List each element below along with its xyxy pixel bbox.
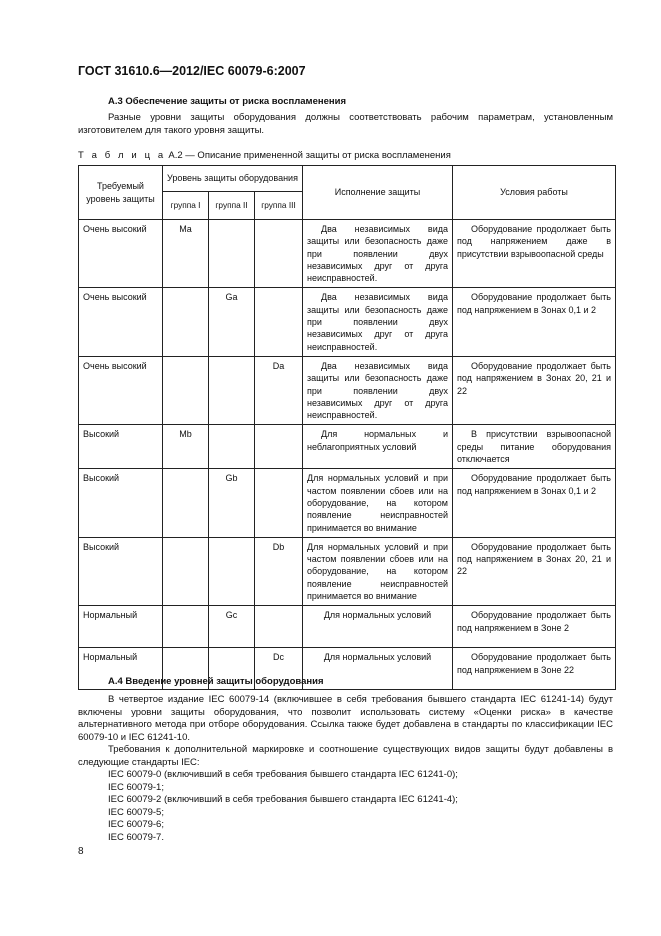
section-a3-paragraph: Разные уровни защиты оборудования должны соответствовать рабочим параметрам, установленным изготовителем для такого уровня защиты. xyxy=(78,112,613,136)
cell-group-3 xyxy=(255,606,303,648)
list-item: IEC 60079-5; xyxy=(108,806,164,818)
header-group-1: группа I xyxy=(163,192,209,220)
cell-level: Очень высокий xyxy=(79,288,163,356)
section-a4-title: А.4 Введение уровней защиты оборудования xyxy=(108,676,324,687)
cell-group-1: Mb xyxy=(163,425,209,469)
cell-group-1 xyxy=(163,288,209,356)
cell-group-2: Ga xyxy=(209,288,255,356)
cell-execution: Два независимых вида защиты или безопасность даже при появлении двух независимых друг от друга неисправностей. xyxy=(303,356,453,424)
cell-group-3: Dc xyxy=(255,648,303,690)
cell-group-1 xyxy=(163,356,209,424)
list-item: IEC 60079-1; xyxy=(108,781,164,793)
cell-level: Нормальный xyxy=(79,606,163,648)
cell-level: Очень высокий xyxy=(79,220,163,288)
cell-conditions: Оборудование продолжает быть под напряжением в Зонах 0,1 и 2 xyxy=(453,288,616,356)
cell-group-3: Db xyxy=(255,537,303,605)
cell-level: Высокий xyxy=(79,469,163,537)
table-row xyxy=(79,425,616,469)
list-item: IEC 60079-7. xyxy=(108,831,164,843)
cell-group-2 xyxy=(209,220,255,288)
section-a3-title: А.3 Обеспечение защиты от риска воспламенения xyxy=(108,96,346,107)
cell-group-2 xyxy=(209,537,255,605)
cell-level: Очень высокий xyxy=(79,356,163,424)
header-execution: Исполнение защиты xyxy=(303,166,453,220)
cell-group-1 xyxy=(163,469,209,537)
table-body xyxy=(79,220,616,690)
header-group-3: группа III xyxy=(255,192,303,220)
cell-group-1 xyxy=(163,606,209,648)
section-a4-paragraph-2: Требования к дополнительной маркировке и соотношение существующих видов защиты будут добавлены в следующие стандарты IEC: xyxy=(78,744,613,768)
cell-conditions: Оборудование продолжает быть под напряжением в Зонах 20, 21 и 22 xyxy=(453,356,616,424)
cell-conditions: Оборудование продолжает быть под напряжением даже в присутствии взрывоопасной среды xyxy=(453,220,616,288)
table-row xyxy=(79,356,616,424)
cell-group-3 xyxy=(255,288,303,356)
list-item: IEC 60079-2 (включивший в себя требования бывшего стандарта IEC 61241-4); xyxy=(108,794,458,806)
table-row xyxy=(79,469,616,537)
cell-conditions: В присутствии взрывоопасной среды питание оборудования отключается xyxy=(453,425,616,469)
cell-execution: Для нормальных и неблагоприятных условий xyxy=(303,425,453,469)
cell-conditions: Оборудование продолжает быть под напряжением в Зоне 22 xyxy=(453,648,616,690)
cell-level: Высокий xyxy=(79,537,163,605)
cell-group-1 xyxy=(163,537,209,605)
cell-group-3 xyxy=(255,220,303,288)
cell-conditions: Оборудование продолжает быть под напряжением в Зонах 0,1 и 2 xyxy=(453,469,616,537)
header-equipment-level: Уровень защиты оборудования xyxy=(163,166,303,192)
page-number: 8 xyxy=(78,846,84,857)
header-required-level: Требуемый уровень защиты xyxy=(79,166,163,220)
table-row xyxy=(79,220,616,288)
cell-level: Высокий xyxy=(79,425,163,469)
protection-table xyxy=(78,165,616,690)
table-row xyxy=(79,537,616,605)
header-conditions: Условия работы xyxy=(453,166,616,220)
cell-group-3 xyxy=(255,425,303,469)
cell-conditions: Оборудование продолжает быть под напряжением в Зоне 2 xyxy=(453,606,616,648)
list-item: IEC 60079-6; xyxy=(108,819,164,831)
table-row xyxy=(79,288,616,356)
cell-execution: Для нормальных условий и при частом появлении сбоев или на оборудование, на котором появление неисправностей принимается во внимание xyxy=(303,469,453,537)
cell-execution: Для нормальных условий и при частом появлении сбоев или на оборудование, на котором появление неисправностей принимается во внимание xyxy=(303,537,453,605)
cell-group-2: Gc xyxy=(209,606,255,648)
cell-group-2 xyxy=(209,425,255,469)
cell-group-2: Gb xyxy=(209,469,255,537)
cell-execution: Для нормальных условий xyxy=(303,606,453,648)
cell-conditions: Оборудование продолжает быть под напряжением в Зонах 20, 21 и 22 xyxy=(453,537,616,605)
standards-list xyxy=(108,769,458,845)
section-a4-paragraph-1: В четвертое издание IEC 60079-14 (включившее в себя требования бывшего стандарта IEC 61241-14) будут включены уровни защиты оборудования, что позволит использовать систему «Оценки риска» в качестве альтернативного метода при отборе оборудования. Ссылка также будет добавлена в стандарты по классификации IEC 60079-10 и IEC 61241-10. xyxy=(78,694,613,743)
cell-execution: Два независимых вида защиты или безопасность даже при появлении двух независимых друг от друга неисправностей. xyxy=(303,220,453,288)
document-header: ГОСТ 31610.6—2012/IEC 60079-6:2007 xyxy=(78,64,306,78)
header-group-2: группа II xyxy=(209,192,255,220)
cell-execution: Для нормальных условий xyxy=(303,648,453,690)
table-row xyxy=(79,606,616,648)
table-caption: Т а б л и ц а А.2 — Описание примененной защиты от риска воспламенения xyxy=(78,150,451,161)
cell-execution: Два независимых вида защиты или безопасность даже при появлении двух независимых друг от друга неисправностей. xyxy=(303,288,453,356)
list-item: IEC 60079-0 (включивший в себя требования бывшего стандарта IEC 61241-0); xyxy=(108,769,458,780)
cell-group-3 xyxy=(255,469,303,537)
cell-group-3: Da xyxy=(255,356,303,424)
cell-group-2 xyxy=(209,356,255,424)
cell-group-1: Ma xyxy=(163,220,209,288)
cell-level: Нормальный xyxy=(79,648,163,690)
